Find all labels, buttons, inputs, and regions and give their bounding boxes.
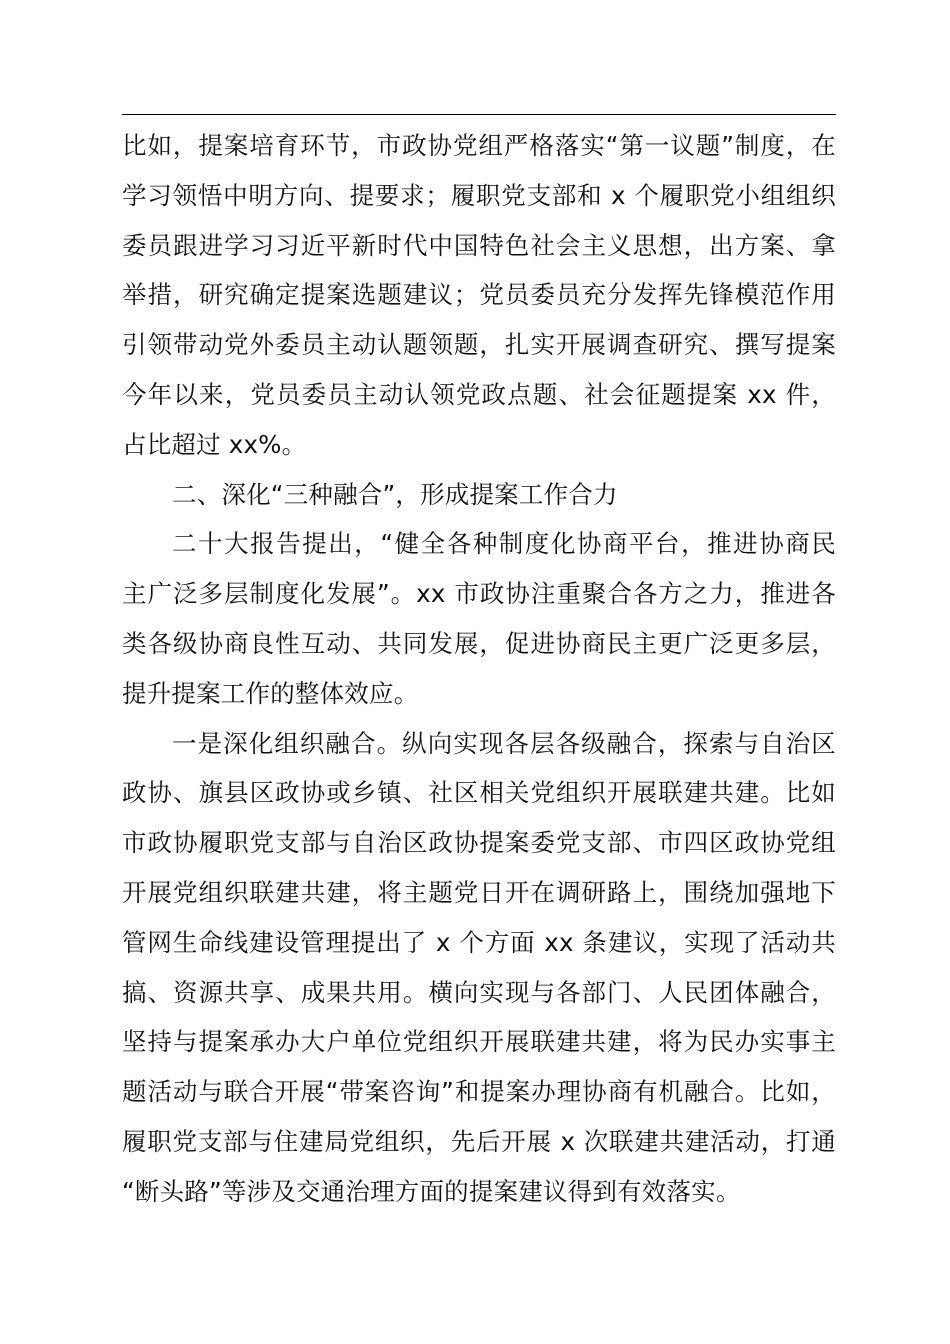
- text-line: 比如，提案培育环节，市政协党组严格落实“第一议题”制度，在: [122, 131, 836, 160]
- document-body: [122, 121, 836, 1217]
- text-line: 政协、旗县区政协或乡镇、社区相关党组织开展联建共建。比如: [122, 778, 836, 808]
- section-heading: 二、深化“三种融合”，形成提案工作合力: [172, 479, 618, 509]
- text-line: 今年以来，党员委员主动认领党政点题、社会征题提案 xx 件，: [122, 379, 836, 409]
- text-line: 履职党支部与住建局党组织，先后开展 x 次联建共建活动，打通: [122, 1126, 836, 1156]
- text-line: 二十大报告提出，“健全各种制度化协商平台，推进协商民: [172, 529, 836, 559]
- text-line: 学习领悟中明方向、提要求；履职党支部和 x 个履职党小组组织: [122, 180, 836, 210]
- text-line: 类各级协商良性互动、共同发展，促进协商民主更广泛更多层，: [122, 628, 836, 658]
- text-line: 管网生命线建设管理提出了 x 个方面 xx 条建议，实现了活动共: [122, 927, 836, 957]
- text-line: 主广泛多层制度化发展”。xx 市政协注重聚合各方之力，推进各: [122, 579, 836, 609]
- text-line: 一是深化组织融合。纵向实现各层各级融合，探索与自治区: [172, 728, 836, 758]
- text-line: “断头路”等涉及交通治理方面的提案建议得到有效落实。: [122, 1176, 741, 1206]
- text-line: 题活动与联合开展“带案咨询”和提案办理协商有机融合。比如，: [122, 1077, 836, 1107]
- text-line: 提升提案工作的整体效应。: [122, 678, 419, 708]
- text-line: 开展党组织联建共建，将主题党日开在调研路上，围绕加强地下: [122, 877, 836, 907]
- text-line: 引领带动党外委员主动认题领题，扎实开展调查研究、撰写提案: [122, 330, 836, 360]
- text-line: 占比超过 xx%。: [122, 429, 307, 459]
- text-line: 搞、资源共享、成果共用。横向实现与各部门、人民团体融合，: [122, 977, 836, 1007]
- text-line: 市政协履职党支部与自治区政协提案委党支部、市四区政协党组: [122, 828, 836, 858]
- header-rule: [122, 114, 836, 115]
- text-line: 坚持与提案承办大户单位党组织开展联建共建，将为民办实事主: [122, 1027, 836, 1057]
- text-line: 委员跟进学习习近平新时代中国特色社会主义思想，出方案、拿: [122, 230, 836, 260]
- text-line: 举措，研究确定提案选题建议；党员委员充分发挥先锋模范作用: [122, 280, 836, 310]
